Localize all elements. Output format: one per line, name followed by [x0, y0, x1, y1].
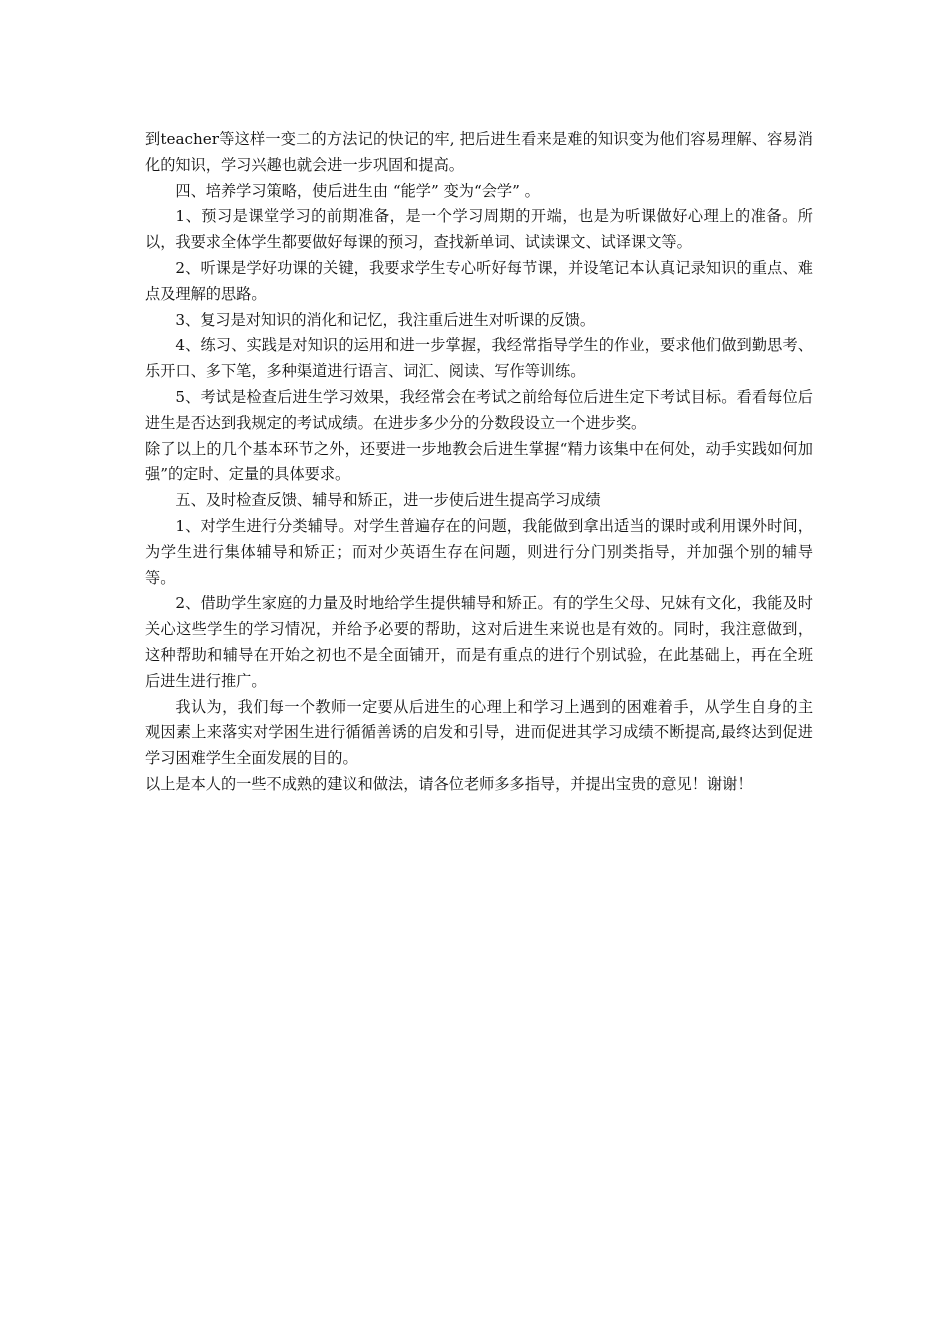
paragraph-practice: 4、练习、实践是对知识的运用和进一步掌握，我经常指导学生的作业，要求他们做到勤思考、乐开口、多下笔，多种渠道进行语言、词汇、阅读、写作等训练。	[145, 336, 813, 381]
paragraph-exam: 5、考试是检查后进生学习效果，我经常会在考试之前给每位后进生定下考试目标。看看每位后进生是否达到我规定的考试成绩。在进步多少分的分数段设立一个进步奖。	[145, 387, 813, 432]
paragraph-listening: 2、听课是学好功课的关键，我要求学生专心听好每节课，并设笔记本认真记录知识的重点、难点及理解的思路。	[145, 258, 813, 303]
paragraph-family-support: 2、借助学生家庭的力量及时地给学生提供辅导和矫正。有的学生父母、兄妹有文化，我能及时关心这些学生的学习情况，并给予必要的帮助，这对后进生来说也是有效的。同时，我注意做到，这种帮助和辅导在开始之初也不是全面铺开，而是有重点的进行个别试验，在此基础上，再在全班后进生进行推广。	[145, 594, 813, 690]
paragraph-conclusion: 我认为，我们每一个教师一定要从后进生的心理上和学习上遇到的困难着手，从学生自身的主观因素上来落实对学困生进行循循善诱的启发和引导，进而促进其学习成绩不断提高,最终达到促进学习困难学生全面发展的目的。	[145, 697, 813, 768]
paragraph-intro-continuation: 到teacher等这样一变二的方法记的快记的牢, 把后进生看来是难的知识变为他们容易理解、容易消化的知识，学习兴趣也就会进一步巩固和提高。	[145, 130, 813, 174]
paragraph-additional-requirements: 除了以上的几个基本环节之外，还要进一步地教会后进生掌握“精力该集中在何处，动手实践如何加强”的定时、定量的具体要求。	[145, 439, 813, 484]
document-body	[145, 127, 813, 798]
paragraph-preview: 1、预习是课堂学习的前期准备，是一个学习周期的开端，也是为听课做好心理上的准备。所以，我要求全体学生都要做好每课的预习，查找新单词、试读课文、试译课文等。	[145, 207, 813, 252]
paragraph-review: 3、复习是对知识的消化和记忆，我注重后进生对听课的反馈。	[175, 310, 596, 329]
paragraph-closing: 以上是本人的一些不成熟的建议和做法，请各位老师多多指导，并提出宝贵的意见！谢谢！	[145, 774, 753, 793]
section-heading-4: 四、培养学习策略，使后进生由 “能学” 变为“会学” 。	[175, 181, 540, 200]
section-heading-5: 五、及时检查反馈、辅导和矫正，进一步使后进生提高学习成绩	[175, 491, 601, 510]
paragraph-group-tutoring: 1、对学生进行分类辅导。对学生普遍存在的问题，我能做到拿出适当的课时或利用课外时间，为学生进行集体辅导和矫正；而对少英语生存在问题，则进行分门别类指导，并加强个别的辅导等。	[145, 516, 813, 587]
